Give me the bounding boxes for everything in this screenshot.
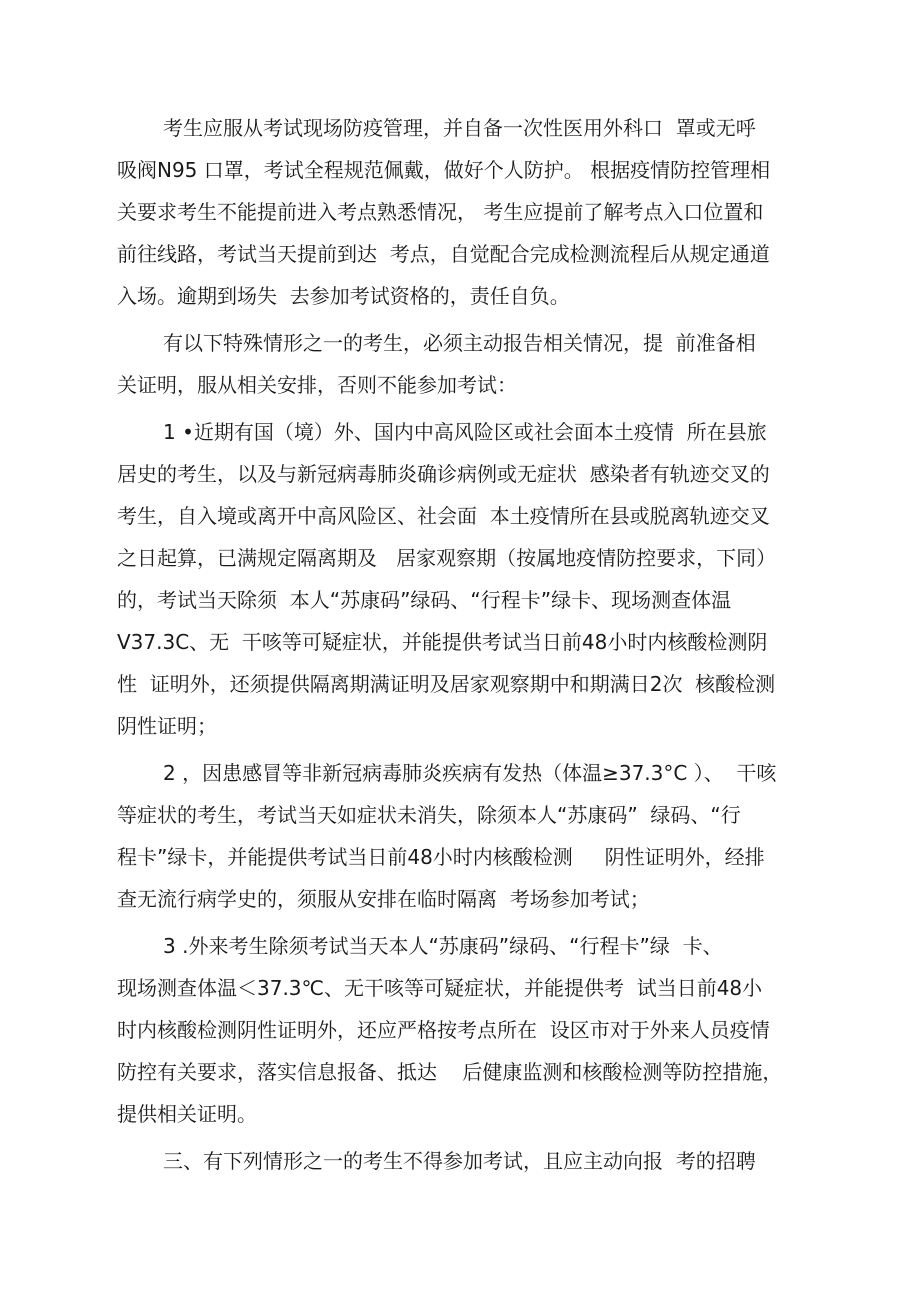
text-line: 三、有下列情形之一的考生不得参加考试，且应主动向报 考的招聘 — [163, 1149, 756, 1173]
text-line: 考生，自入境或离开中高风险区、社会面 本土疫情所在县或脱离轨迹交叉 — [117, 504, 770, 528]
text-line: V37.3C、无 干咳等可疑症状，并能提供考试当日前48小时内核酸检测阴 — [117, 630, 768, 654]
text-line: 3 .外来考生除须考试当天本人“苏康码”绿码、“行程卡”绿 卡、 — [163, 934, 723, 958]
text-line: 的，考试当天除须 本人“苏康码”绿码、“行程卡”绿卡、现场测查体温 — [117, 588, 732, 612]
text-line: 之日起算，已满规定隔离期及 居家观察期（按属地疫情防控要求，下同） — [117, 546, 777, 570]
text-line: 现场测查体温＜37.3℃、无干咳等可疑症状，并能提供考 试当日前48小 — [117, 976, 763, 1000]
text-line: 等症状的考生，考试当天如症状未消失，除须本人“苏康码” 绿码、“行 — [117, 803, 741, 827]
text-line: 关要求考生不能提前进入考点熟悉情况， 考生应提前了解考点入口位置和 — [117, 200, 764, 224]
text-line: 1 •近期有国（境）外、国内中高风险区或社会面本土疫情 所在县旅 — [163, 420, 767, 444]
text-line: 关证明，服从相关安排，否则不能参加考试： — [117, 373, 517, 397]
text-line: 有以下特殊情形之一的考生，必须主动报告相关情况，提 前准备相 — [163, 331, 756, 355]
text-line: 入场。逾期到场失 去参加考试资格的，责任自负。 — [117, 284, 570, 308]
text-line: 时内核酸检测阴性证明外，还应严格按考点所在 设区市对于外来人员疫情 — [117, 1018, 770, 1042]
text-line: 考生应服从考试现场防疫管理，并自备一次性医用外科口 罩或无呼 — [163, 116, 756, 140]
text-line: 防控有关要求，落实信息报备、抵达 后健康监测和核酸检测等防控措施， — [117, 1060, 783, 1084]
text-line: 2 ，因患感冒等非新冠病毒肺炎疾病有发热（体温≥37.3°C ）、 干咳 — [163, 761, 777, 785]
text-line: 吸阀N95 口罩，考试全程规范佩戴，做好个人防护。 根据疫情防控管理相 — [117, 158, 771, 182]
text-line: 性 证明外，还须提供隔离期满证明及居家观察期中和期满日2次 核酸检测 — [117, 672, 776, 696]
text-line: 提供相关证明。 — [117, 1102, 257, 1126]
text-line: 居史的考生，以及与新冠病毒肺炎确诊病例或无症状 感染者有轨迹交叉的 — [117, 462, 770, 486]
text-line: 查无流行病学史的，须服从安排在临时隔离 考场参加考试； — [117, 887, 650, 911]
text-line: 程卡”绿卡，并能提供考试当日前48小时内核酸检测 阴性证明外，经排 — [117, 845, 765, 869]
text-line: 阴性证明； — [117, 714, 217, 738]
text-line: 前往线路，考试当天提前到达 考点，自觉配合完成检测流程后从规定通道 — [117, 242, 770, 266]
